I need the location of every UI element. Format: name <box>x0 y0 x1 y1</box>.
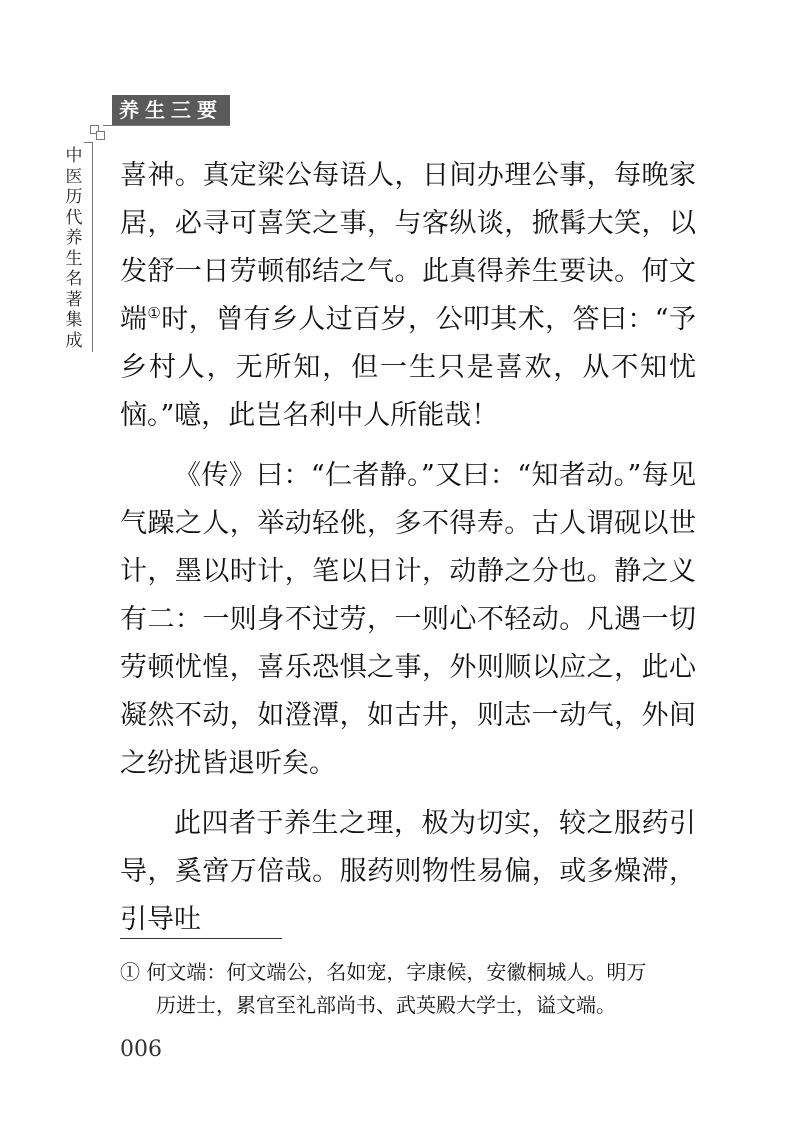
paragraph-text: 时，曾有乡人过百岁，公叩其术，答曰：“予乡村人，无所知，但一生只是喜欢，从不知忧恼。”噫，此岂名利中人所能哉！ <box>120 304 697 431</box>
series-title-char: 历 <box>65 187 83 207</box>
ornament-line <box>92 142 93 352</box>
footnote-reference: ① <box>147 304 162 322</box>
ornament-line <box>84 142 92 143</box>
paragraph-text: 喜神。真定梁公每语人，日间办理公事，每晚家居，必寻可喜笑之事，与客纵谈，掀髯大笑，以发舒一日劳顿郁结之气。此真得养生要诀。何文端 <box>120 160 696 335</box>
series-title-char: 中 <box>65 146 83 166</box>
footnote-text: ① 何文端：何文端公，名如宠，字康候，安徽桐城人。明万 <box>120 960 647 984</box>
series-title-char: 成 <box>65 330 83 351</box>
footnote-divider <box>120 938 282 939</box>
paragraph <box>120 152 696 440</box>
series-title-char: 养 <box>65 228 83 248</box>
header-divider <box>103 125 230 126</box>
paragraph: 此四者于养生之理，极为切实，较之服药引导，奚啻万倍哉。服药则物性易偏，或多燥滞，引导吐 <box>120 808 696 935</box>
footnote-text: 历进士，累官至礼部尚书、武英殿大学士，谥文端。 <box>156 993 616 1017</box>
series-title-char: 著 <box>65 289 83 310</box>
series-title-char: 医 <box>65 166 83 187</box>
series-title-char: 代 <box>65 207 83 228</box>
body-text <box>120 152 696 944</box>
series-title-char: 生 <box>65 248 83 269</box>
series-title-char: 名 <box>65 269 83 289</box>
paragraph: 《传》曰：“仁者静。”又曰：“知者动。”每见气躁之人，举动轻佻，多不得寿。古人谓砚以世计，墨以时计，笔以日计，动静之分也。静之义有二：一则身不过劳，一则心不轻动。凡遇一切劳顿忧惶，喜乐恐惧之事，外则顺以应之，此心凝然不动，如澄潭，如古井，则志一动气，外间之纷扰皆退听矣。 <box>120 460 696 779</box>
corner-square-ornament <box>96 131 105 140</box>
section-title-tab: 养生三要 <box>112 95 230 125</box>
series-title-vertical <box>64 146 84 351</box>
series-title-char: 集 <box>65 310 83 330</box>
page-number: 006 <box>120 1037 162 1062</box>
footnote <box>120 956 696 1022</box>
